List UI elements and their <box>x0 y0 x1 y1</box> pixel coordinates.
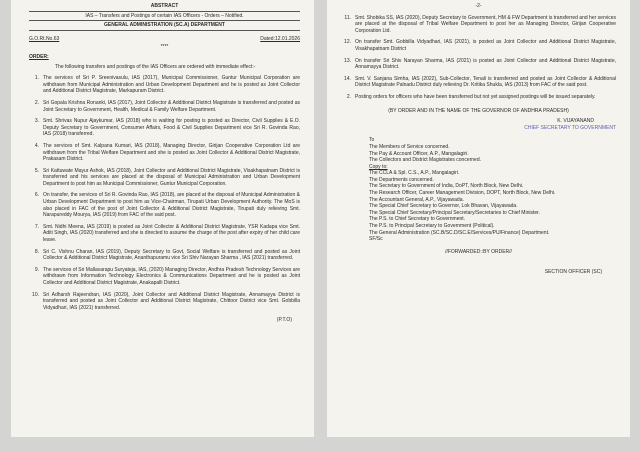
order-item-number: 5. <box>34 167 39 174</box>
order-item-number: 9. <box>34 266 39 273</box>
copy-line: The Accountant General, A.P., Vijayawada. <box>369 196 464 203</box>
order-item <box>29 143 300 163</box>
department-name: GENERAL ADMINISTRATION (SC.A) DEPARTMENT <box>104 22 225 29</box>
order-item-text: Smt. Shobika SS, IAS (2020), Deputy Secretary to Government, HM & FW Department is transferred and her services are placed at the disposal of Tribal Welfare Department to post her as Managing Director, Girijan Cooperative Corporation Ltd. <box>355 14 616 34</box>
pto-marker: (P.T.O) <box>276 317 292 324</box>
order-item-text: On transfer, the services of Sri R. Govinda Rao, IAS (2018), are placed at the disposal of Municipal Administration & Urban Development Department to post him as Vice-Chairman, Tirupati Urban Development Authority. The MoS is also placed in FAC of the post of Joint Collector & Additional District Magistrate, Tirupati duly relieving Smt. Narapureddy Mourya, IAS (2019) from FAC of the said post. <box>43 192 300 219</box>
order-item-number: 10. <box>32 291 39 298</box>
abstract-title: ABSTRACT <box>150 3 179 9</box>
order-item-text: Sri Adharsh Rajeendran, IAS (2020), Joint Collector and Additional District Magistrate, Annamayya District is transferred and posted as Joint Collector and Additional District Magistrate, Chittoor District vice Smt. Gobbilla Vidyadhari, IAS (2021) transferred. <box>43 291 300 311</box>
order-item-number: 6. <box>34 192 39 199</box>
page-one <box>11 0 314 437</box>
order-item-text: Sri Gopala Krishna Ronanki, IAS (2017), Joint Collector & Additional District Magistrate is transferred and posted as Joint Secretary to Government, Health, Medical & Family Welfare Department. <box>43 99 300 113</box>
copy-line: The Special Chief Secretary/Principal Secretary/Secretaries to Chief Minister. <box>369 209 540 216</box>
go-number: G.O.Rt.No.63 <box>29 35 60 42</box>
order-item-number: 2. <box>34 99 39 106</box>
order-item-text: Smt. Shrivas Nupur Ajaykumar, IAS (2018) who is waiting for posting is posted as Director, Civil Supplies & E.O. Deputy Secretary to Government, Consumer Affairs, Food & Civil Supplies Department vice Sri R. Govinda Rao, IAS (2018) transferred. <box>43 118 300 138</box>
order-item-number: 7. <box>34 223 39 230</box>
copy-line: The P.S. to Principal Secretary to Government (Political). <box>369 223 495 230</box>
posting-note: 2. Posting orders for officers who have been transferred but not yet assigned postings will be issued separately. <box>346 93 596 100</box>
copy-line: The General Administration (SC.B/SC.D/SC.E/Services/PU/Finance) Department. <box>369 229 550 236</box>
order-item-text: On transfer Sri Shiv Narayan Sharma, IAS (2021) is posted as Joint Collector and Additional District Magistrate, Annamayya District. <box>355 57 616 71</box>
copy-heading: Copy to: <box>369 163 388 170</box>
order-item-text: Sri Kattuwate Mayur Ashok, IAS (2018), Joint Collector and Additional District Magistrate, Visakhapatnam District is transferred and his services are placed at the disposal of Municipal Administration and Urban Development Department to post him as Municipal Commissioner, Guntur Municipal Corporation. <box>43 167 300 187</box>
order-item <box>29 118 300 138</box>
to-line: The Members of Service concerned. <box>369 143 450 150</box>
subject-line: IAS – Transfers and Postings of certain IAS Officers - Orders – Notified. <box>85 12 244 19</box>
to-line: The Collectors and District Magistrates concerned. <box>369 157 481 164</box>
order-item <box>29 100 300 113</box>
order-intro: The following transfers and postings of the IAS Officers are ordered with immediate effect:- <box>55 63 256 70</box>
order-item-number: 13. <box>344 57 351 64</box>
order-item-number: 4. <box>34 142 39 149</box>
order-items-list <box>29 75 300 311</box>
copy-line: The CCLA & Spl. C.S., A.P., Mangalagiri. <box>369 170 460 177</box>
order-item-text: Smt. V. Sanjana Simha, IAS (2022), Sub-Collector, Tenali is transferred and posted as Joint Collector & Additional District Magistrate Palnadu District duly relieving Dr. Kritika Shukla, IAS (2013) from FAC of the said post. <box>355 75 616 89</box>
order-item-number: 1. <box>34 75 39 82</box>
copy-line: The Special Chief Secretary to Governor, Lok Bhavan, Vijayawada. <box>369 203 518 210</box>
distribution-list <box>341 137 616 243</box>
order-item-number: 11. <box>344 14 351 21</box>
order-item-text: Smt. Nidhi Meena, IAS (2019) is posted as Joint Collector & Additional District Magistrate, YSR Kadapa vice Smt. Aditi Singh, IAS (2020) transferred and she is directed to assume the charge of the post after expiry of her child care leave. <box>43 223 300 244</box>
to-lines <box>369 144 616 164</box>
order-item <box>341 76 616 89</box>
header-rule <box>29 20 300 21</box>
to-heading: To <box>369 137 375 144</box>
page-marker: -2- <box>475 3 482 9</box>
order-item <box>29 224 300 244</box>
order-item <box>29 75 300 95</box>
copy-lines <box>369 170 616 243</box>
to-line: The Pay & Account Officer, A.P., Mangalagiri. <box>369 150 469 157</box>
order-item-text: On transfer Smt. Gobbilla Vidyadhari, IAS (2021), is posted as Joint Collector and Additional District Magistrate, Visakhapatnam District <box>355 39 616 52</box>
order-heading: ORDER: <box>29 53 49 60</box>
order-item <box>341 39 616 52</box>
signatory-name: K. VIJAYANAND <box>557 118 594 125</box>
section-officer: SECTION OFFICER (SC) <box>544 269 602 276</box>
order-item-number: 3. <box>34 118 39 125</box>
copy-line: SF/Sc <box>369 236 383 243</box>
order-item-number: 14. <box>344 75 351 82</box>
order-item-text: The services of Sri Mallavarapu Suryateja, IAS, (2020) Managing Director, Andhra Pradesh Technology Services are withdrawn from Information Technology Electronics & Communications Department and he is posted as Joint Collector and Additional District Magistrate, Anakapalli District. <box>43 266 300 286</box>
signatory-title: CHIEF SECRETARY TO GOVERNMENT <box>524 124 616 131</box>
governor-line: (BY ORDER AND IN THE NAME OF THE GOVERNOR OF ANDHRA PRADESH) <box>388 107 569 114</box>
copy-line: The Departments concerned. <box>369 176 434 183</box>
forwarded-line: //FORWARDED::BY ORDER// <box>445 248 512 255</box>
header-rule <box>29 11 300 12</box>
order-item <box>29 249 300 262</box>
order-item <box>29 168 300 188</box>
order-item <box>341 15 616 35</box>
order-item-number: 12. <box>344 39 351 46</box>
order-item-text: Sri C. Vishnu Charan, IAS (2019), Deputy Secretary to Govt, Social Welfare is transferred and posted as Joint Collector & Additional District Magistrate, Ananthapuramu vice Sri Shiv Narayan Sharma , IAS (2021) transferred. <box>43 248 300 262</box>
order-item-text: The services of Sri P. Sreenivasulu, IAS (2017), Municipal Commissioner, Guntur Municipal Corporation are withdrawn from Municipal Administration and Urban Development Department and he is posted as Joint Collector and Additional District Magistrate, Markapuram District. <box>43 75 300 95</box>
go-date: Dated:12.01.2026 <box>260 35 300 42</box>
order-items-list <box>341 15 616 89</box>
order-item <box>29 292 300 312</box>
separator-stars: **** <box>160 44 169 51</box>
go-meta-row <box>29 36 300 43</box>
order-item <box>341 58 616 71</box>
order-item-text: The services of Smt. Kalpana Kumari, IAS (2018), Managing Director, Girijan Cooperative Corporation Ltd are withdrawn from the Tribal Welfare Department and she is posted as Joint Collector & Additional District Magistrate, Prakasam District. <box>43 142 300 163</box>
copy-line: The Secretary to Government of India, DoPT, North Block, New Delhi. <box>369 183 524 190</box>
header-rule <box>29 30 300 31</box>
copy-line: The P.S. to Chief Secretary to Government. <box>369 216 466 223</box>
order-item <box>29 192 300 218</box>
order-item-number: 8. <box>34 248 39 255</box>
page-two <box>327 0 630 437</box>
copy-line: The Research Officer, Career Management Division, DOPT, North Block, New Delhi. <box>369 190 556 197</box>
order-item <box>29 267 300 287</box>
